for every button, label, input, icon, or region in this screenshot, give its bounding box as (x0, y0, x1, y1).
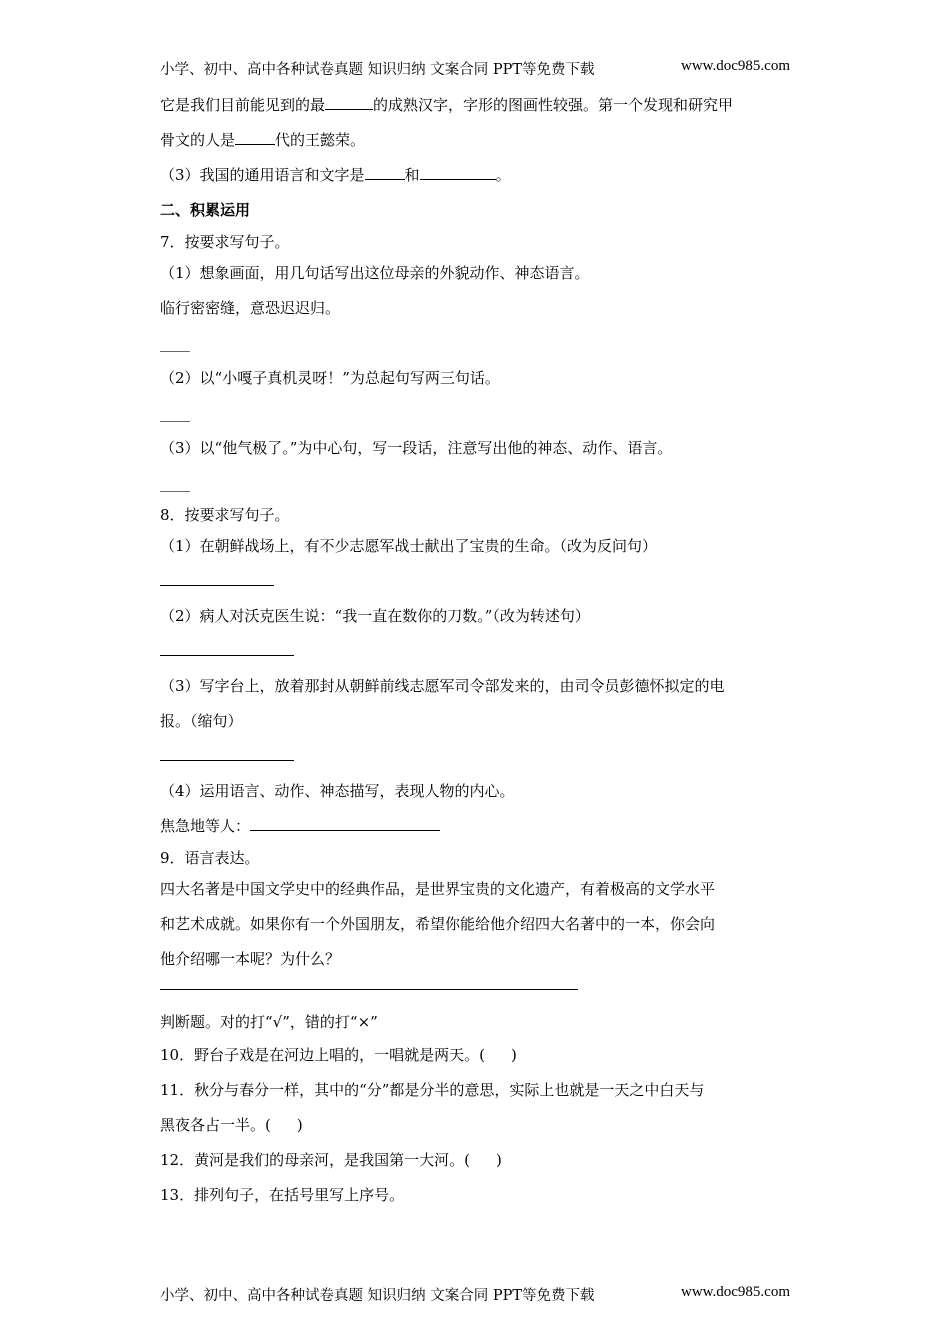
page-header (160, 58, 790, 79)
q8-part2: （2）病人对沃克医生说：“我一直在数你的刀数。”（改为转述句） (160, 607, 590, 625)
q6-line1: 它是我们目前能见到的最 的成熟汉字，字形的图画性较强。第一个发现和研究甲 (160, 88, 792, 123)
q7-part1: （1）想象画面，用几句话写出这位母亲的外貌动作、神态语言。 (160, 264, 590, 282)
judge-intro: 判断题。对的打“√”，错的打“×” (160, 1013, 378, 1031)
answer-blank[interactable] (250, 812, 440, 831)
q8-part1: （1）在朝鲜战场上，有不少志愿军战士献出了宝贵的生命。（改为反问句） (160, 537, 658, 555)
q6-line2: 骨文的人是 代的王懿荣。 (160, 123, 792, 158)
document-body (160, 88, 792, 1213)
q7-part2: （2）以“小嘎子真机灵呀！”为总起句写两三句话。 (160, 369, 500, 387)
header-url[interactable]: www.doc985.com (680, 58, 790, 74)
footer-url[interactable]: www.doc985.com (680, 1284, 790, 1300)
q8-part3-line2: 报。（缩句） (160, 712, 243, 730)
q6-part3: （3）我国的通用语言和文字是 和 。 (160, 158, 792, 193)
answer-blank[interactable] (365, 161, 405, 180)
answer-blank[interactable] (160, 637, 294, 656)
q11-line2: 黑夜各占一半。( ) (160, 1116, 303, 1134)
q7-title: 7．按要求写句子。 (160, 233, 290, 251)
page-footer (160, 1284, 790, 1305)
header-text: 小学、初中、高中各种试卷真题 知识归纳 文案合同 PPT等免费下载 (160, 62, 595, 78)
q8-answer3[interactable] (160, 739, 792, 774)
q9-answer-line[interactable] (160, 977, 578, 990)
q7-part3: （3）以“他气极了。”为中心句，写一段话，注意写出他的神态、动作、语言。 (160, 439, 673, 457)
q7-quote: 临行密密缝，意恐迟迟归。 (160, 299, 341, 317)
q7-answer1[interactable]: ____ (160, 334, 190, 352)
q8-part3-line1: （3）写字台上，放着那封从朝鲜前线志愿军司令部发来的，由司令员彭德怀拟定的电 (160, 677, 725, 695)
answer-blank[interactable] (235, 126, 275, 145)
q12: 12．黄河是我们的母亲河，是我国第一大河。( ) (160, 1151, 502, 1169)
answer-blank[interactable] (160, 742, 294, 761)
q9-title: 9．语言表达。 (160, 849, 260, 867)
q11-line1: 11．秋分与春分一样，其中的“分”都是分半的意思，实际上也就是一天之中白天与 (160, 1081, 705, 1099)
q9-text-line3: 他介绍哪一本呢？为什么？ (160, 950, 341, 968)
q9-text-line2: 和艺术成就。如果你有一个外国朋友，希望你能给他介绍四大名著中的一本，你会向 (160, 915, 716, 933)
q10: 10．野台子戏是在河边上唱的，一唱就是两天。( ) (160, 1046, 517, 1064)
footer-text: 小学、初中、高中各种试卷真题 知识归纳 文案合同 PPT等免费下载 (160, 1288, 595, 1304)
section-heading: 二、积累运用 (160, 201, 251, 219)
q8-answer2[interactable] (160, 634, 792, 669)
q9-text-line1: 四大名著是中国文学史中的经典作品，是世界宝贵的文化遗产，有着极高的文学水平 (160, 880, 716, 898)
answer-blank[interactable] (160, 567, 274, 586)
q13-title: 13．排列句子，在括号里写上序号。 (160, 1186, 405, 1204)
q8-answer4: 焦急地等人： (160, 809, 792, 844)
q7-answer2[interactable]: ____ (160, 404, 190, 422)
q8-title: 8．按要求写句子。 (160, 506, 290, 524)
q7-answer3[interactable]: ____ (160, 474, 190, 492)
answer-blank[interactable] (325, 91, 373, 110)
q8-answer1[interactable] (160, 564, 792, 599)
answer-blank[interactable] (420, 161, 496, 180)
q8-part4: （4）运用语言、动作、神态描写，表现人物的内心。 (160, 782, 515, 800)
